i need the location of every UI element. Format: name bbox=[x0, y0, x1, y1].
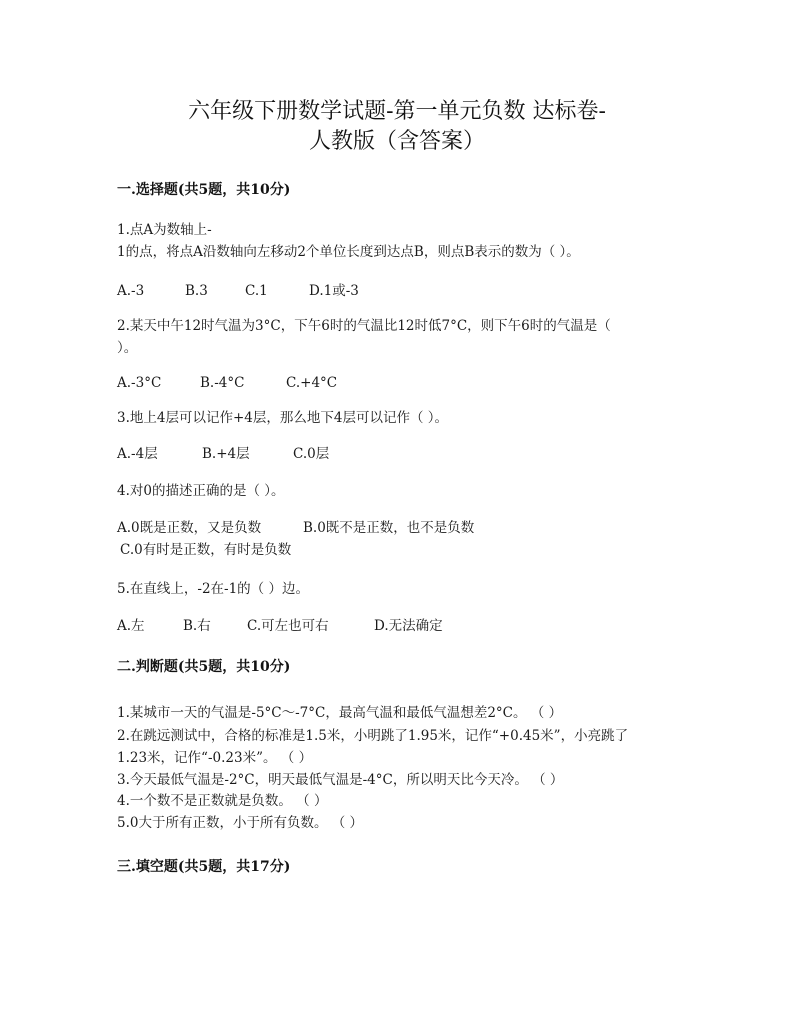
section-heading-choice: 一.选择题(共5题，共10分) bbox=[117, 182, 291, 198]
judge-question-5: 5.0大于所有正数，小于所有负数。 （ ） bbox=[117, 815, 364, 831]
q3-option-b: B.+4层 bbox=[202, 446, 250, 462]
q2-option-b: B.-4°C bbox=[200, 375, 245, 391]
page-title-line2: 人教版（含答案） bbox=[308, 129, 485, 154]
question-2-line1: 2.某天中午12时气温为3°C，下午6时的气温比12时低7°C，则下午6时的气温是（ bbox=[117, 318, 611, 334]
q2-option-c: C.+4°C bbox=[286, 375, 338, 391]
section-heading-judge: 二.判断题(共5题，共10分) bbox=[117, 659, 291, 675]
question-3-line1: 3.地上4层可以记作+4层，那么地下4层可以记作（ ）。 bbox=[117, 410, 448, 426]
question-4-line1: 4.对0的描述正确的是（ ）。 bbox=[117, 483, 285, 499]
q2-option-a: A.-3°C bbox=[117, 375, 162, 391]
judge-question-3: 3.今天最低气温是-2°C，明天最低气温是-4°C，所以明天比今天冷。 （ ） bbox=[117, 772, 564, 788]
judge-question-2-line2: 1.23米，记作“-0.23米”。 （ ） bbox=[117, 750, 313, 766]
question-1-line2: 1的点，将点A沿数轴向左移动2个单位长度到达点B，则点B表示的数为（ ）。 bbox=[117, 244, 580, 260]
q5-option-a: A.左 bbox=[117, 618, 145, 634]
section-heading-fill: 三.填空题(共5题，共17分) bbox=[117, 859, 291, 875]
q1-option-c: C.1 bbox=[245, 283, 268, 299]
q1-option-d: D.1或-3 bbox=[309, 283, 359, 299]
q5-option-b: B.右 bbox=[183, 618, 211, 634]
page-title-line1: 六年级下册数学试题-第一单元负数 达标卷- bbox=[188, 99, 606, 124]
judge-question-2-line1: 2.在跳远测试中，合格的标准是1.5米，小明跳了1.95米，记作“+0.45米”，小亮跳了 bbox=[117, 728, 629, 744]
judge-question-1: 1.某城市一天的气温是-5°C～-7°C，最高气温和最低气温想差2°C。 （ ） bbox=[117, 705, 563, 721]
q1-option-a: A.-3 bbox=[117, 283, 145, 299]
q4-option-b: B.0既不是正数，也不是负数 bbox=[303, 520, 475, 536]
q1-option-b: B.3 bbox=[185, 283, 208, 299]
q5-option-c: C.可左也可右 bbox=[247, 618, 329, 634]
question-1-line1: 1.点A为数轴上- bbox=[117, 222, 212, 238]
q3-option-c: C.0层 bbox=[293, 446, 330, 462]
q4-option-c: C.0有时是正数，有时是负数 bbox=[120, 542, 292, 558]
q5-option-d: D.无法确定 bbox=[374, 618, 443, 634]
question-2-line2: ）。 bbox=[117, 340, 138, 356]
q4-option-a: A.0既是正数，又是负数 bbox=[117, 520, 262, 536]
judge-question-4: 4.一个数不是正数就是负数。 （ ） bbox=[117, 793, 328, 809]
q3-option-a: A.-4层 bbox=[117, 446, 158, 462]
question-5-line1: 5.在直线上，-2在-1的（ ）边。 bbox=[117, 581, 309, 597]
